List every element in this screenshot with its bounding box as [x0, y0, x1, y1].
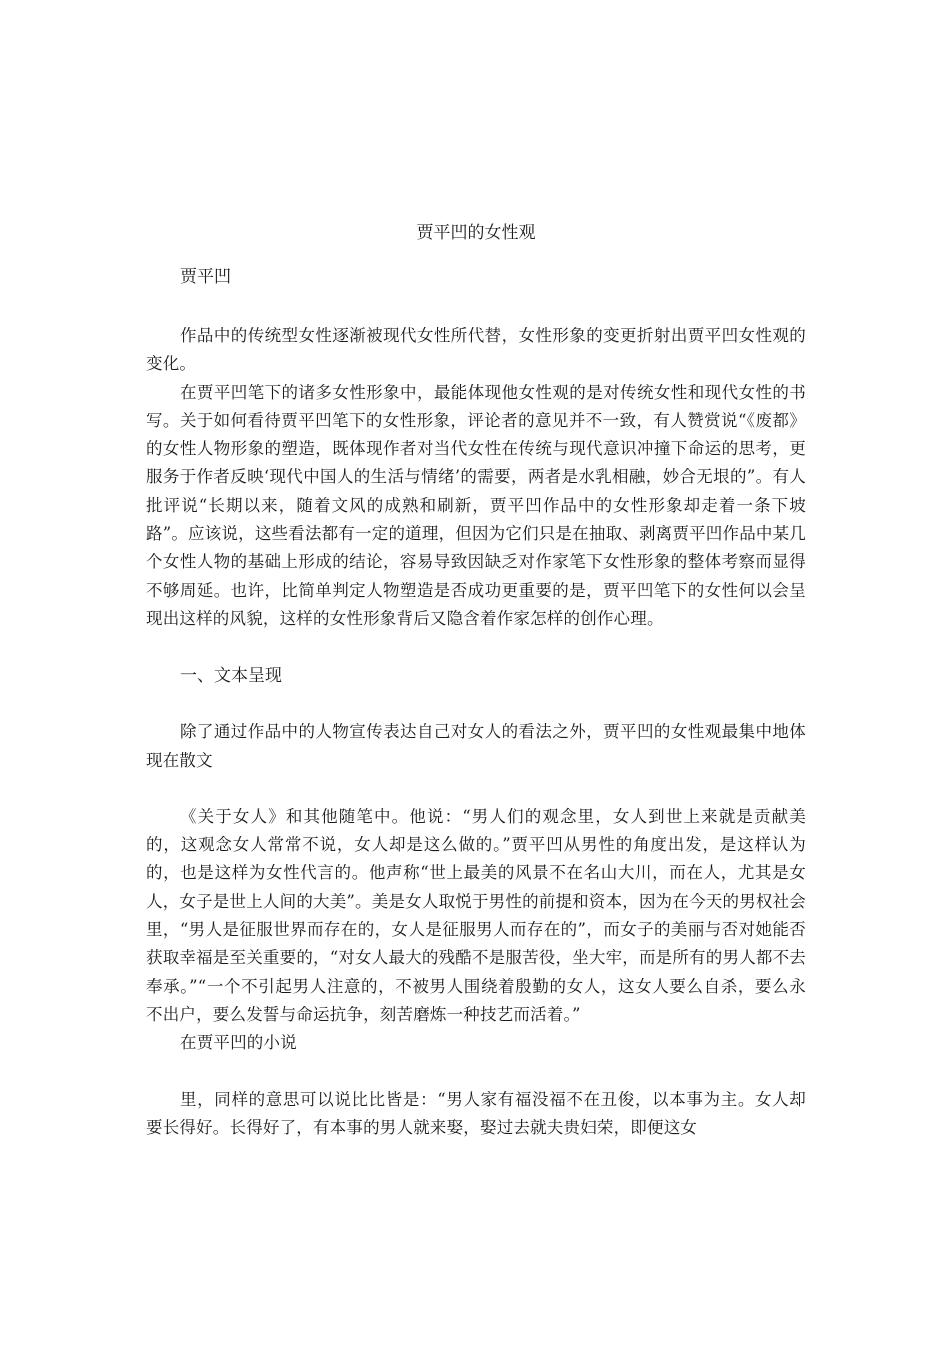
- document-author: 贾平凹: [180, 267, 231, 287]
- paragraph-novel-intro: 在贾平凹的小说: [180, 1033, 297, 1053]
- document-body: [146, 219, 806, 1142]
- document-title: 贾平凹的女性观: [416, 223, 536, 243]
- paragraph-critics: 在贾平凹笔下的诸多女性形象中，最能体现他女性观的是对传统女性和现代女性的书写。关于如何看待贾平凹笔下的女性形象，评论者的意见并不一致，有人赞赏说“《废都》的女性人物形象的塑造，既体现作者对当代女性在传统与现代意识冲撞下命运的思考，更服务于作者反映‘现代中国人的生活与情绪’的需要，两者是水乳相融，妙合无垠的”。有人批评说“长期以来，随着文风的成熟和刷新，贾平凹作品中的女性形象却走着一条下坡路”。应该说，这些看法都有一定的道理，但因为它们只是在抽取、剥离贾平凹作品中某几个女性人物的基础上形成的结论，容易导致因缺乏对作家笔下女性形象的整体考察而显得不够周延。也许，比简单判定人物塑造是否成功更重要的是，贾平凹笔下的女性何以会呈现出这样的风貌，这样的女性形象背后又隐含着作家怎样的创作心理。: [146, 382, 806, 628]
- paragraph-intro: 作品中的传统型女性逐渐被现代女性所代替，女性形象的变更折射出贾平凹女性观的变化。: [146, 326, 806, 374]
- section-heading-text-presentation: 一、文本呈现: [180, 666, 282, 687]
- paragraph-essay-intro: 除了通过作品中的人物宣传表达自己对女人的看法之外，贾平凹的女性观最集中地体现在散文: [146, 722, 806, 770]
- paragraph-novel-quote: 里，同样的意思可以说比比皆是：“男人家有福没福不在丑俊，以本事为主。女人却要长得好。长得好了，有本事的男人就来娶，娶过去就夫贵妇荣，即便这女: [146, 1089, 806, 1137]
- paragraph-about-women: 《关于女人》和其他随笔中。他说：“男人们的观念里，女人到世上来就是贡献美的，这观念女人常常不说，女人却是这么做的。”贾平凹从男性的角度出发，是这样认为的，也是这样为女性代言的。他声称“世上最美的风景不在名山大川，而在人，尤其是女人，女子是世上人间的大美”。美是女人取悦于男性的前提和资本，因为在今天的男权社会里，“男人是征服世界而存在的，女人是征服男人而存在的”，而女子的美丽与否对她能否获取幸福是至关重要的，“对女人最大的残酷不是服苦役，坐大牢，而是所有的男人都不去奉承。”“一个不引起男人注意的，不被男人围绕着殷勤的女人，这女人要么自杀，要么永不出户，要么发誓与命运抗争，刻苦磨炼一种技艺而活着。”: [146, 806, 806, 1024]
